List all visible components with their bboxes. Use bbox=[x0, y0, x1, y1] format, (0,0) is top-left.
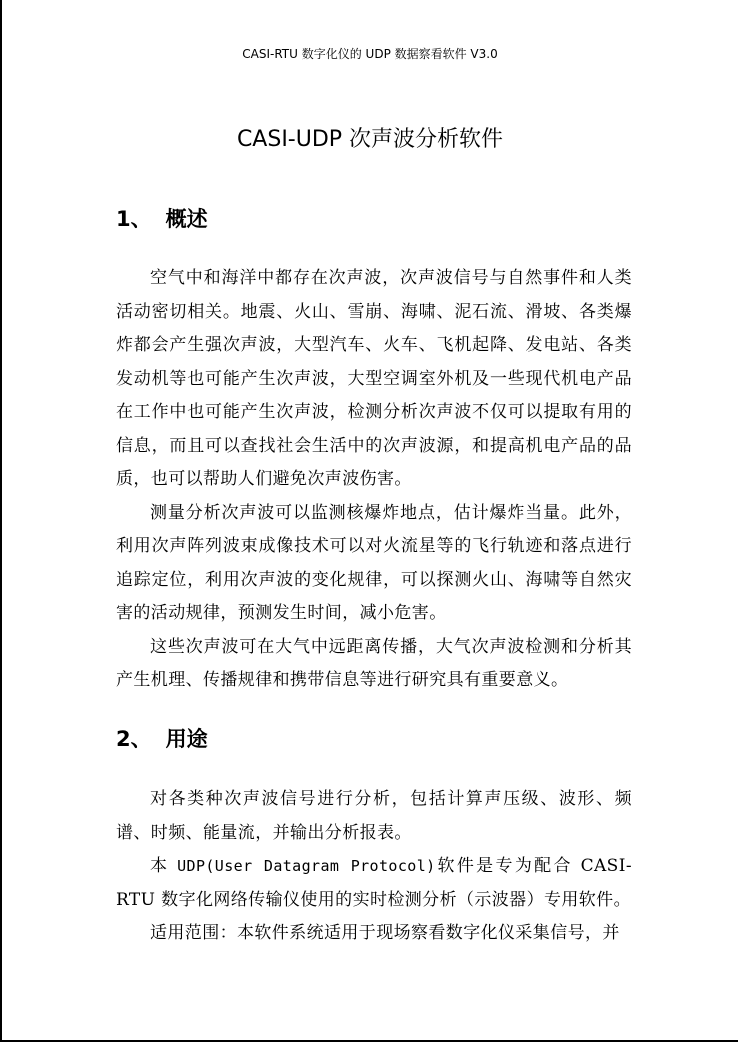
udp-prefix: 本 bbox=[150, 856, 178, 876]
udp-suffix: 软件是专为配合 CASI-RTU 数字化网络传输仪使用的实时检测分析（示波器）专用软件。 bbox=[116, 856, 632, 910]
section-number: 2、 bbox=[116, 727, 152, 751]
section-number: 1、 bbox=[116, 207, 152, 231]
paragraph: 测量分析次声波可以监测核爆炸地点，估计爆炸当量。此外，利用次声阵列波束成像技术可以对火流星等的飞行轨迹和落点进行追踪定位，利用次声波的变化规律，可以探测火山、海啸等自然灾害的活动规律，预测发生时间，减小危害。 bbox=[116, 502, 632, 623]
running-header: CASI-RTU 数字化仪的 UDP 数据察看软件 V3.0 bbox=[242, 47, 498, 61]
section-heading-overview bbox=[116, 203, 208, 233]
section-body-usage bbox=[116, 783, 632, 951]
document-title: CASI-UDP 次声波分析软件 bbox=[236, 127, 504, 152]
section-heading-usage bbox=[116, 723, 208, 753]
section-title: 用途 bbox=[165, 727, 208, 751]
paragraph-udp bbox=[116, 850, 632, 917]
paragraph: 这些次声波可在大气中远距离传播，大气次声波检测和分析其产生机理、传播规律和携带信息等进行研究具有重要意义。 bbox=[116, 636, 632, 690]
paragraph: 空气中和海洋中都存在次声波，次声波信号与自然事件和人类活动密切相关。地震、火山、雪崩、海啸、泥石流、滑坡、各类爆炸都会产生强次声波，大型汽车、火车、飞机起降、发电站、各类发动机等也可能产生次声波，大型空调室外机及一些现代机电产品在工作中也可能产生次声波，检测分析次声波不仅可以提取有用的信息，而且可以查找社会生活中的次声波源，和提高机电产品的品质，也可以帮助人们避免次声波伤害。 bbox=[116, 268, 632, 489]
udp-protocol-term: UDP(User Datagram Protocol) bbox=[177, 857, 436, 875]
paragraph: 对各类种次声波信号进行分析，包括计算声压级、波形、频谱、时频、能量流，并输出分析报表。 bbox=[116, 789, 632, 843]
section-body-overview bbox=[116, 262, 632, 698]
paragraph: 适用范围：本软件系统适用于现场察看数字化仪采集信号，并 bbox=[150, 923, 620, 943]
section-title: 概述 bbox=[165, 207, 208, 231]
